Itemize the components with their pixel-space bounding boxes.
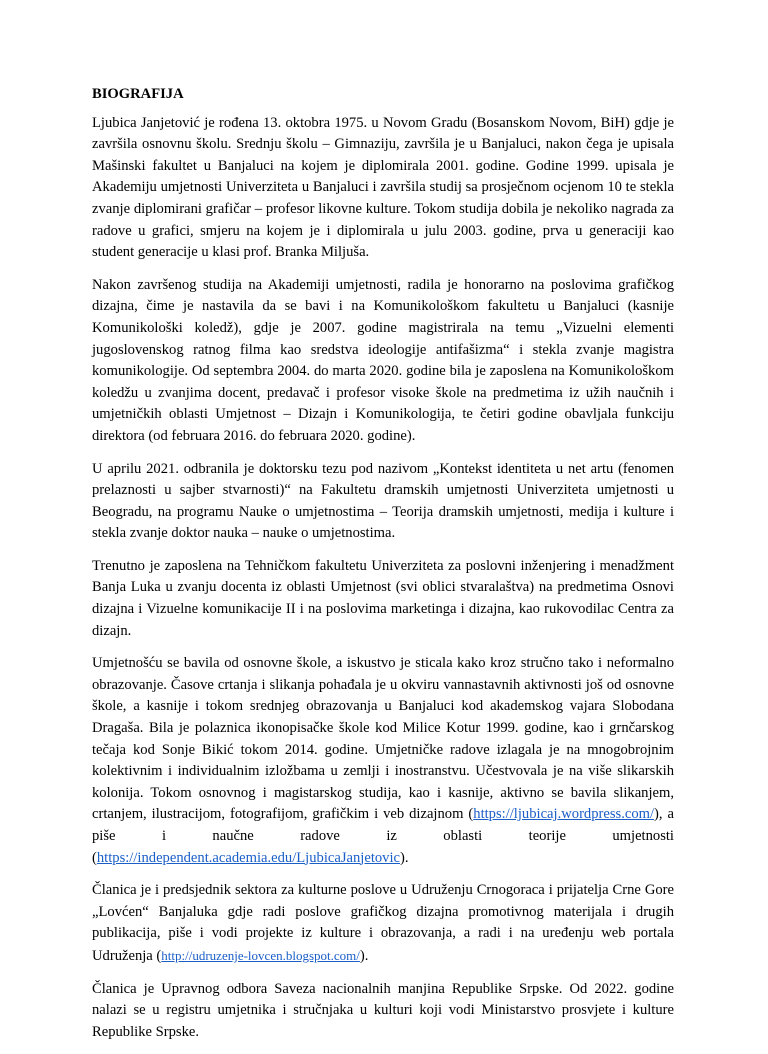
wordpress-link[interactable]: https://ljubicaj.wordpress.com/ bbox=[473, 806, 655, 823]
paragraph-text: Članica je i predsjednik sektora za kulturne poslove u Udruženju Crnogoraca i prijatelja Crne Gore „Lovćen“ Banjaluka gdje radi poslove grafičkog dizajna promotivnog materijala i drugih publikacija, piše i vodi projekte iz kulture i obrazovanja, a radi i na uređenju web portala Udruženja ( bbox=[92, 882, 674, 964]
blogspot-link[interactable]: http://udruzenje-lovcen.blogspot.com/ bbox=[161, 947, 360, 963]
paragraph-text: ), a piše i naučne radove iz oblasti teorije umjetnosti ( bbox=[92, 806, 674, 866]
paragraph-association bbox=[92, 880, 674, 967]
academia-link[interactable]: https://independent.academia.edu/LjubicaJanjetovic bbox=[96, 849, 400, 866]
paragraph-text: ). bbox=[400, 849, 409, 866]
paragraph-art-activity bbox=[92, 653, 674, 869]
paragraph-early-life: Ljubica Janjetović je rođena 13. oktobra 1975. u Novom Gradu (Bosanskom Novom, BiH) gdje je završila osnovnu školu. Srednju školu – Gimnaziju, završila je u Banjaluci, nakon čega je upisala Mašinski fakultet u Banjaluci na kojem je diplomirala 2001. godine. Godine 1999. upisala je Akademiju umjetnosti Univerziteta u Banjaluci i završila studij sa prosječnom ocjenom 10 te stekla zvanje diplomirani grafičar – profesor likovne kulture. Tokom studija dobila je nekoliko nagrada za radove u grafici, smjeru na kojem je i diplomirala u julu 2003. godine, prva u generaciji kao student generacije u klasi prof. Branka Miljuša. bbox=[92, 114, 674, 261]
paragraph-text: ). bbox=[359, 947, 369, 964]
paragraph-career: Nakon završenog studija na Akademiji umjetnosti, radila je honorarno na poslovima grafičkog dizajna, čime je nastavila da se bavi i na Komunikološkom fakultetu u Banjaluci (kasnije Komunikološki koledž), gdje je 2007. godine magistrirala na temu „Vizuelni elementi jugoslovenskog ratnog filma kao sredstva ideologije antifašizma“ i stekla zvanje magistra komunikologije. Od septembra 2004. do marta 2020. godine bila je zaposlena na Komunikološkom koledžu u zvanjima docent, predavač i profesor visoke škole na predmetima iz užih naučnih i umjetničkih oblasti Umjetnost – Dizajn i Komunikologija, te četiri godine obavljala funkciju direktora (od februara 2016. do februara 2020. godine). bbox=[92, 276, 674, 444]
paragraph-minorities-council: Članica je Upravnog odbora Saveza nacionalnih manjina Republike Srpske. Od 2022. godine nalazi se u registru umjetnika i stručnjaka u kulturi koji vodi Ministarstvo prosvjete i kulture Republike Srpske. bbox=[92, 980, 674, 1040]
page-title: BIOGRAFIJA bbox=[92, 86, 184, 102]
paragraph-text: Umjetnošću se bavila od osnovne škole, a iskustvo je sticala kako kroz stručno tako i neformalno obrazovanje. Časove crtanja i slikanja pohađala je u okviru vannastavnih aktivnosti još od osnovne škole, a kasnije i tokom srednjeg obrazovanja u Banjaluci kod akademskog vajara Slobodana Dragaša. Bila je polaznica ikonopisačke škole kod Milice Kotur 1999. godine, kao i grnčarskog tečaja kod Sonje Bikić tokom 2014. godine. Umjetničke radove izlagala je na mnogobrojnim kolektivnim i individualnim izložbama u zemlji i inostranstvu. Učestvovala je na više slikarskih kolonija. Tokom osnovnog i magistarskog studija, kao i kasnije, aktivno se bavila slikanjem, crtanjem, ilustracijom, fotografijom, grafičkim i veb dizajnom ( bbox=[92, 655, 674, 823]
paragraph-doctorate: U aprilu 2021. odbranila je doktorsku tezu pod nazivom „Kontekst identiteta u net artu (fenomen prelaznosti u sajber stvarnosti)“ na Fakultetu dramskih umjetnosti Univerziteta umjetnosti u Beogradu, na programu Nauke o umjetnostima – Teorija dramskih umjetnosti, medija i kulture i stekla zvanje doktor nauka – nauke o umjetnostima. bbox=[92, 460, 674, 542]
paragraph-current-position: Trenutno je zaposlena na Tehničkom fakultetu Univerziteta za poslovni inženjering i menadžment Banja Luka u zvanju docenta iz oblasti Umjetnost (svi oblici stvaralaštva) na predmetima Osnovi dizajna i Vizuelne komunikacije II i na poslovima marketinga i dizajna, kao rukovodilac Centra za dizajn. bbox=[92, 557, 674, 639]
document-page bbox=[92, 84, 674, 1054]
